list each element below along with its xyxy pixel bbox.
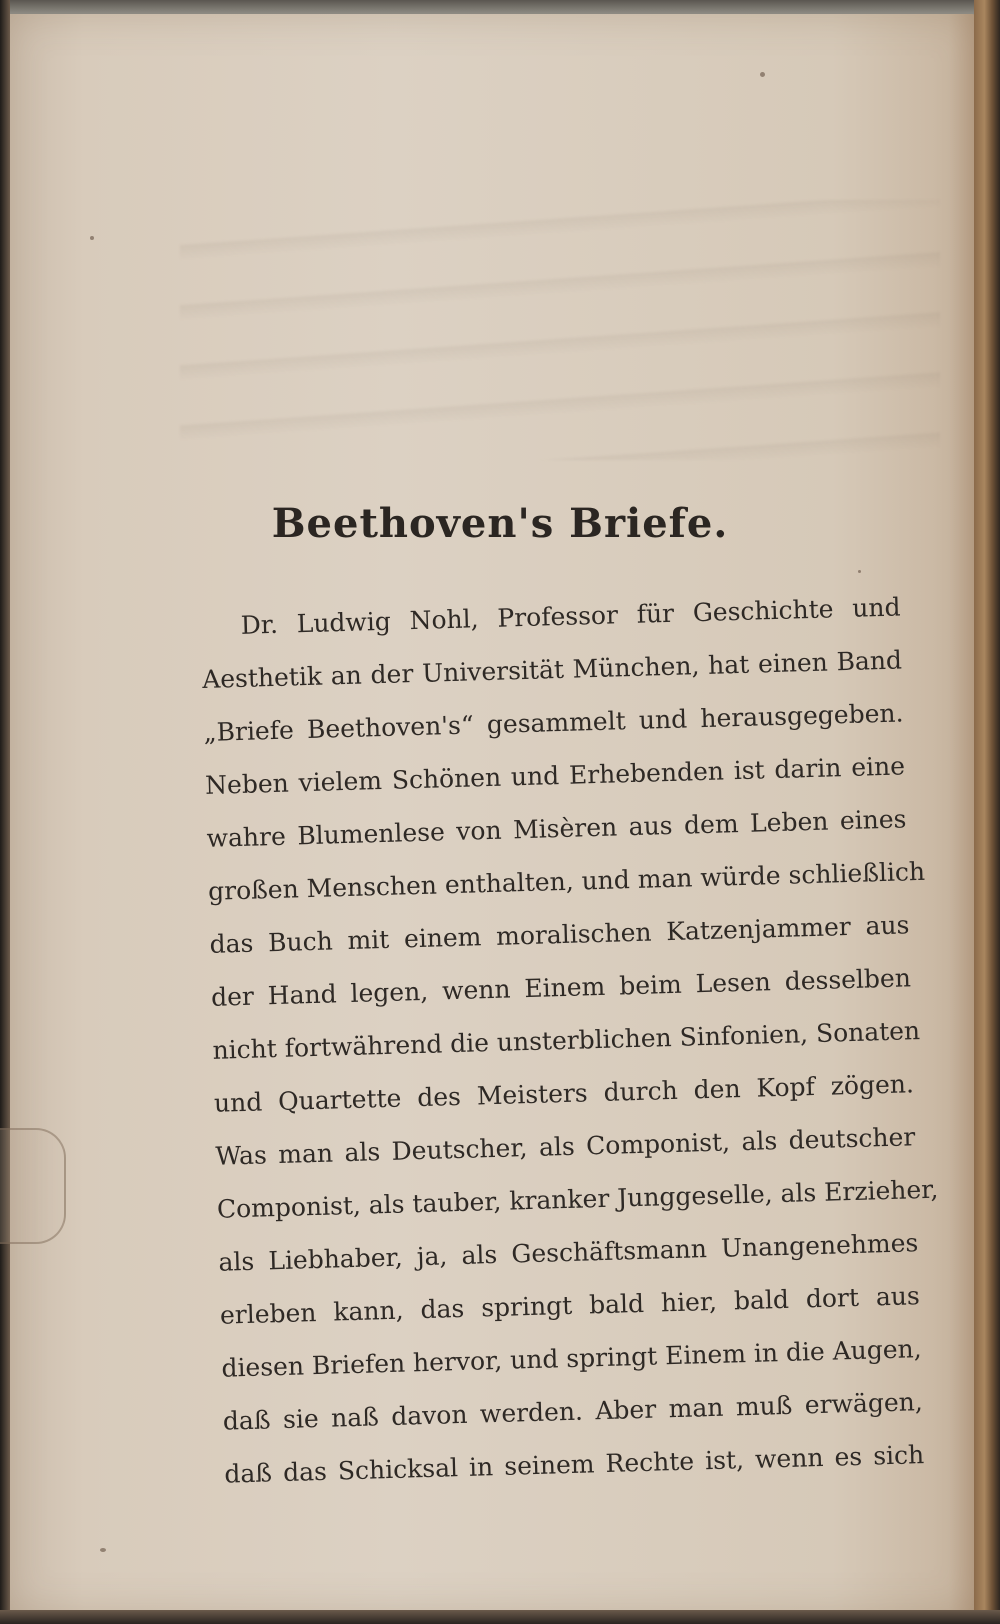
- text-line: „Briefe Beethoven's“ gesammelt und herausgegeben.: [203, 698, 904, 747]
- text-line: daß sie naß davon werden. Aber man muß erwägen,: [222, 1387, 924, 1436]
- text-line: Componist, als tauber, kranker Junggeselle, als Erzieher,: [216, 1174, 939, 1224]
- paper-speck: [100, 1548, 106, 1552]
- text-line: wahre Blumenlese von Misèren aus dem Leben eines: [206, 804, 907, 853]
- text-line: erleben kann, das springt bald hier, bald dort aus: [219, 1281, 921, 1330]
- text-line: Aesthetik an der Universität München, hat einen Band: [201, 645, 903, 694]
- page-clip-tab: [0, 1128, 66, 1244]
- text-line: diesen Briefen hervor, und springt Einem in die Augen,: [221, 1334, 922, 1383]
- text-line: und Quartette des Meisters durch den Kopf zögen.: [213, 1069, 915, 1118]
- text-line: der Hand legen, wenn Einem beim Lesen desselben: [210, 963, 912, 1012]
- text-line: daß das Schicksal in seinem Rechte ist, wenn es sich: [224, 1440, 925, 1489]
- text-line: nicht fortwährend die unsterblichen Sinfonien, Sonaten: [212, 1016, 921, 1065]
- text-line: großen Menschen enthalten, und man würde schließlich: [207, 856, 926, 906]
- text-line: Was man als Deutscher, als Componist, als deutscher: [215, 1122, 916, 1171]
- left-gutter: [0, 0, 10, 1624]
- paper-speck: [760, 72, 765, 77]
- bottom-page-edge: [0, 1610, 1000, 1624]
- paper-speck: [858, 570, 861, 573]
- text-line: Dr. Ludwig Nohl, Professor für Geschichte und: [240, 592, 901, 640]
- paper-speck: [90, 236, 94, 240]
- text-line: Neben vielem Schönen und Erhebenden ist darin eine: [204, 751, 906, 800]
- right-page-edge: [974, 0, 1000, 1624]
- body-paragraph: [200, 580, 939, 1500]
- page-title: Beethoven's Briefe.: [271, 500, 729, 547]
- text-line: das Buch mit einem moralischen Katzenjammer aus: [209, 910, 910, 959]
- show-through-bleed: [180, 200, 940, 460]
- text-line: als Liebhaber, ja, als Geschäftsmann Unangenehmes: [218, 1228, 919, 1277]
